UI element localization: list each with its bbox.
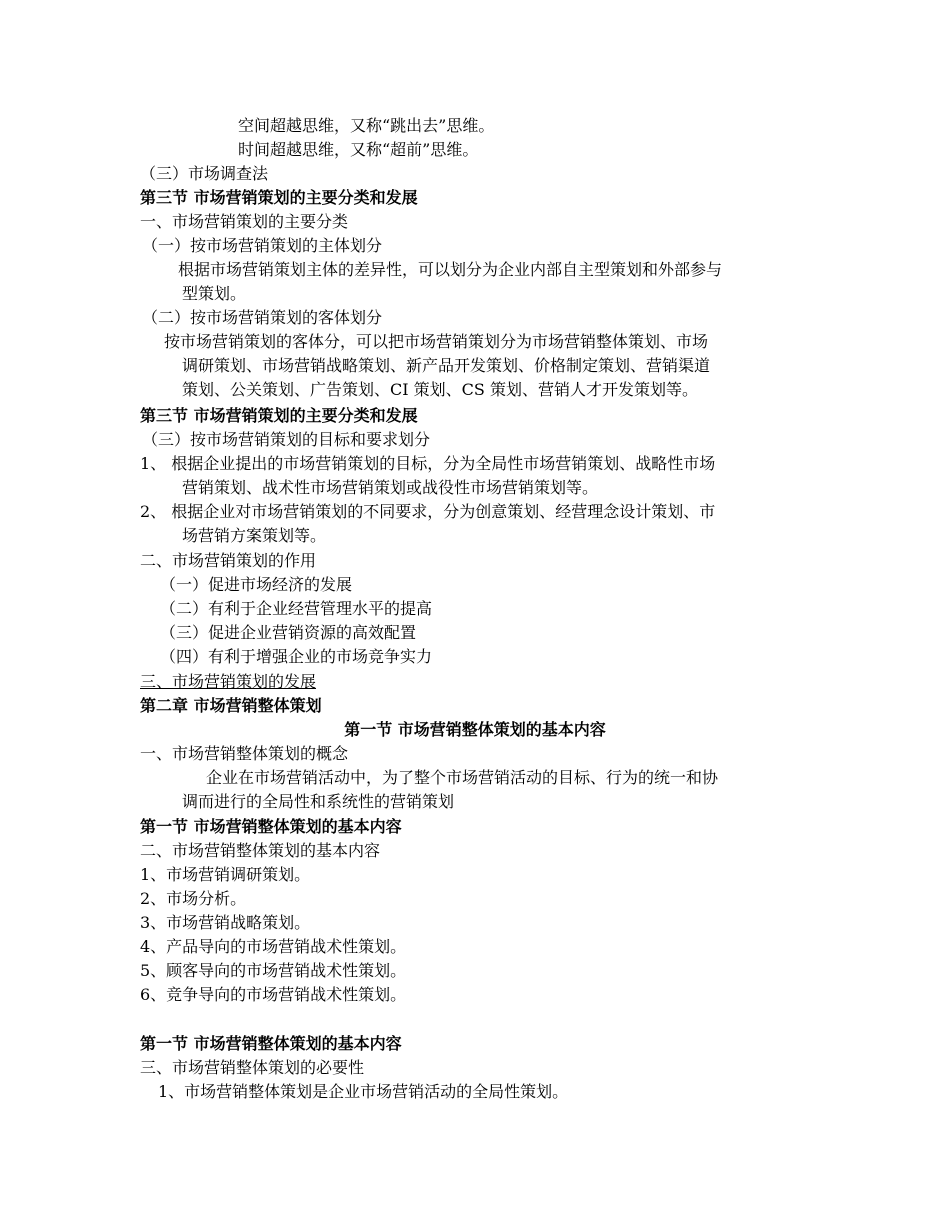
text-line: 型策划。	[182, 284, 247, 303]
text-line: 二、市场营销策划的作用	[140, 551, 317, 570]
list-item: 3、市场营销战略策划。	[140, 913, 311, 932]
text-line: 2、 根据企业对市场营销策划的不同要求，分为创意策划、经营理念设计策划、市	[140, 502, 716, 521]
text-line: 一、市场营销策划的主要分类	[140, 212, 349, 231]
text-line: （四）有利于增强企业的市场竞争实力	[160, 647, 433, 666]
text-line: （二）有利于企业经营管理水平的提高	[160, 599, 433, 618]
text-line: 营销策划、战术性市场营销策划或战役性市场营销策划等。	[182, 478, 599, 497]
section-heading: 第三节 市场营销策划的主要分类和发展	[140, 188, 418, 207]
text-line: （一）按市场营销策划的主体划分	[142, 236, 383, 255]
text-line-underlined: 三、市场营销策划的发展	[140, 672, 317, 691]
list-item: 2、市场分析。	[140, 889, 247, 908]
chapter-heading: 第二章 市场营销整体策划	[140, 696, 322, 715]
text-line: （三）市场调查法	[140, 164, 269, 183]
text-line: 调研策划、市场营销战略策划、新产品开发策划、价格制定策划、营销渠道	[182, 356, 711, 375]
list-item: 1、市场营销调研策划。	[140, 865, 311, 884]
text-line: 调而进行的全局性和系统性的营销策划	[182, 792, 455, 811]
section-heading-centered: 第一节 市场营销整体策划的基本内容	[344, 720, 606, 739]
text-line: （二）按市场营销策划的客体划分	[142, 308, 383, 327]
text-line: （一）促进市场经济的发展	[160, 575, 353, 594]
text-line: 空间超越思维，又称“跳出去”思维。	[238, 116, 495, 135]
text-line: （三）按市场营销策划的目标和要求划分	[142, 430, 431, 449]
text-line: 策划、公关策划、广告策划、CI 策划、CS 策划、营销人才开发策划等。	[182, 380, 698, 399]
list-item: 6、竞争导向的市场营销战术性策划。	[140, 985, 407, 1004]
list-item: 5、顾客导向的市场营销战术性策划。	[140, 961, 407, 980]
text-line: 按市场营销策划的客体分，可以把市场营销策划分为市场营销整体策划、市场	[164, 332, 709, 351]
list-item: 4、产品导向的市场营销战术性策划。	[140, 937, 407, 956]
text-line: 二、市场营销整体策划的基本内容	[140, 841, 381, 860]
text-line: 企业在市场营销活动中，为了整个市场营销活动的目标、行为的统一和协	[206, 768, 719, 787]
text-line: （三）促进企业营销资源的高效配置	[160, 623, 417, 642]
text-line: 场营销方案策划等。	[182, 526, 327, 545]
section-heading: 第三节 市场营销策划的主要分类和发展	[140, 406, 418, 425]
text-line: 一、市场营销整体策划的概念	[140, 744, 349, 763]
text-line: 1、 根据企业提出的市场营销策划的目标，分为全局性市场营销策划、战略性市场	[140, 454, 716, 473]
text-line: 三、市场营销整体策划的必要性	[140, 1058, 365, 1077]
section-heading: 第一节 市场营销整体策划的基本内容	[140, 817, 402, 836]
section-heading: 第一节 市场营销整体策划的基本内容	[140, 1034, 402, 1053]
text-line: 时间超越思维，又称“超前”思维。	[238, 140, 479, 159]
list-item: 1、市场营销整体策划是企业市场营销活动的全局性策划。	[158, 1082, 569, 1101]
text-line: 根据市场营销策划主体的差异性，可以划分为企业内部自主型策划和外部参与	[178, 260, 723, 279]
